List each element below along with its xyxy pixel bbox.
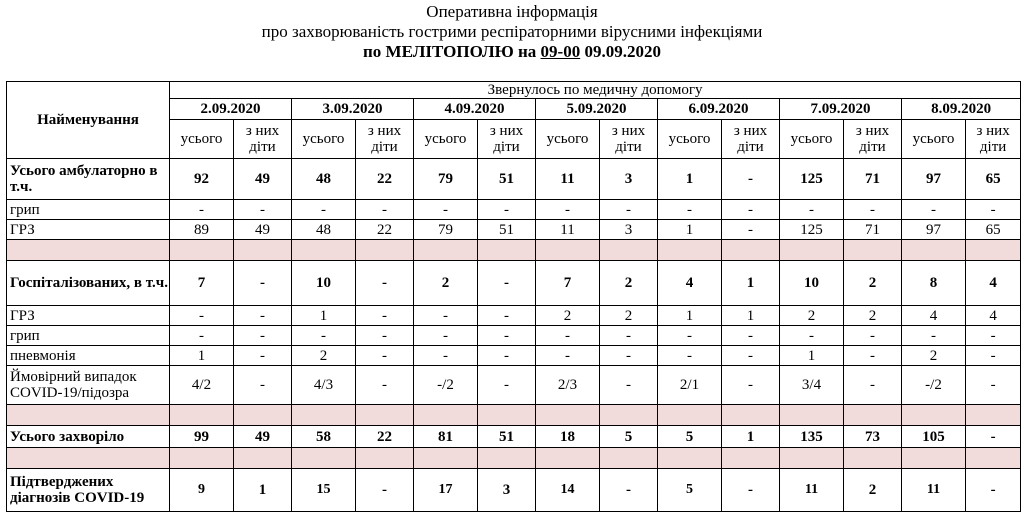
- table-cell: 79: [414, 220, 478, 240]
- table-cell: -: [356, 200, 414, 220]
- separator-cell: [600, 448, 658, 469]
- table-cell: 81: [414, 426, 478, 448]
- separator-cell: [536, 240, 600, 261]
- table-cell: 11: [780, 469, 844, 512]
- separator-cell: [7, 405, 170, 426]
- subheader-total: усього: [536, 120, 600, 159]
- date-header: 4.09.2020: [414, 99, 536, 120]
- separator-cell: [292, 240, 356, 261]
- table-cell: -: [966, 426, 1021, 448]
- report-header: [0, 2, 1024, 62]
- separator-row: [7, 405, 1021, 426]
- table-cell: -: [722, 346, 780, 366]
- table-cell: 11: [902, 469, 966, 512]
- table-cell: 3: [600, 159, 658, 200]
- table-cell: 1: [722, 306, 780, 326]
- table-cell: 92: [170, 159, 234, 200]
- table-cell: 2: [600, 261, 658, 306]
- table-cell: -: [234, 261, 292, 306]
- table-cell: 2/3: [536, 366, 600, 405]
- table-cell: 2: [414, 261, 478, 306]
- table-cell: 10: [292, 261, 356, 306]
- row-label: ГРЗ: [7, 306, 170, 326]
- table-cell: 2: [600, 306, 658, 326]
- table-cell: -: [536, 200, 600, 220]
- table-cell: 58: [292, 426, 356, 448]
- subheader-children: з них діти: [356, 120, 414, 159]
- separator-cell: [414, 448, 478, 469]
- table-cell: 8: [902, 261, 966, 306]
- separator-row: [7, 448, 1021, 469]
- subheader-children: з них діти: [478, 120, 536, 159]
- table-cell: -: [844, 346, 902, 366]
- table-cell: 3: [478, 469, 536, 512]
- separator-cell: [170, 240, 234, 261]
- table-row: [7, 469, 1021, 512]
- table-cell: -: [600, 326, 658, 346]
- table-cell: 4: [966, 306, 1021, 326]
- separator-cell: [478, 405, 536, 426]
- table-cell: -: [600, 366, 658, 405]
- table-cell: 7: [170, 261, 234, 306]
- table-cell: -: [234, 326, 292, 346]
- separator-cell: [414, 240, 478, 261]
- table-cell: 1: [780, 346, 844, 366]
- table-cell: 2: [844, 261, 902, 306]
- date-header: 6.09.2020: [658, 99, 780, 120]
- table-cell: 4: [902, 306, 966, 326]
- table-cell: 49: [234, 426, 292, 448]
- column-header-name: Найменування: [7, 82, 170, 159]
- table-cell: -: [292, 326, 356, 346]
- row-label: Усього амбулаторно в т.ч.: [7, 159, 170, 200]
- table-cell: 89: [170, 220, 234, 240]
- table-cell: -: [234, 200, 292, 220]
- separator-cell: [356, 240, 414, 261]
- separator-cell: [478, 448, 536, 469]
- table-cell: -: [234, 306, 292, 326]
- table-cell: -: [600, 200, 658, 220]
- table-cell: -: [356, 366, 414, 405]
- separator-cell: [844, 405, 902, 426]
- table-cell: -: [966, 366, 1021, 405]
- separator-cell: [966, 240, 1021, 261]
- subheader-children: з них діти: [722, 120, 780, 159]
- header-line-1: Оперативна інформація: [426, 2, 598, 21]
- date-header: 3.09.2020: [292, 99, 414, 120]
- separator-cell: [414, 405, 478, 426]
- table-cell: 135: [780, 426, 844, 448]
- table-row: [7, 200, 1021, 220]
- subheader-total: усього: [414, 120, 478, 159]
- table-cell: -: [478, 200, 536, 220]
- separator-cell: [902, 405, 966, 426]
- table-cell: 105: [902, 426, 966, 448]
- date-header: 7.09.2020: [780, 99, 902, 120]
- table-cell: 1: [658, 159, 722, 200]
- separator-cell: [536, 405, 600, 426]
- separator-cell: [170, 448, 234, 469]
- table-cell: -: [234, 346, 292, 366]
- row-label: ГРЗ: [7, 220, 170, 240]
- date-header: 2.09.2020: [170, 99, 292, 120]
- separator-cell: [966, 448, 1021, 469]
- table-cell: -: [966, 200, 1021, 220]
- table-cell: 5: [600, 426, 658, 448]
- table-cell: 17: [414, 469, 478, 512]
- table-cell: 2: [844, 306, 902, 326]
- table-cell: -: [170, 306, 234, 326]
- subheader-total: усього: [902, 120, 966, 159]
- table-cell: 11: [536, 220, 600, 240]
- table-cell: 5: [658, 426, 722, 448]
- table-row: [7, 326, 1021, 346]
- table-cell: 49: [234, 159, 292, 200]
- table-cell: 15: [292, 469, 356, 512]
- separator-cell: [780, 448, 844, 469]
- separator-cell: [722, 448, 780, 469]
- table-cell: -: [292, 200, 356, 220]
- table-cell: 73: [844, 426, 902, 448]
- table-cell: 99: [170, 426, 234, 448]
- row-label: Підтверджених діагнозів COVID-19: [7, 469, 170, 512]
- table-cell: 51: [478, 426, 536, 448]
- morbidity-table: [6, 81, 1021, 512]
- table-row: [7, 426, 1021, 448]
- separator-cell: [722, 240, 780, 261]
- table-cell: -: [844, 326, 902, 346]
- separator-cell: [234, 405, 292, 426]
- table-cell: 22: [356, 426, 414, 448]
- table-cell: 4/2: [170, 366, 234, 405]
- subheader-children: з них діти: [234, 120, 292, 159]
- separator-cell: [780, 240, 844, 261]
- separator-cell: [780, 405, 844, 426]
- table-cell: -: [356, 326, 414, 346]
- header-line-3: [0, 42, 1024, 62]
- separator-cell: [292, 405, 356, 426]
- table-cell: 125: [780, 159, 844, 200]
- row-label: пневмонія: [7, 346, 170, 366]
- separator-cell: [844, 448, 902, 469]
- separator-cell: [7, 240, 170, 261]
- table-cell: -: [902, 200, 966, 220]
- table-cell: -: [658, 326, 722, 346]
- table-cell: -: [966, 346, 1021, 366]
- table-cell: 7: [536, 261, 600, 306]
- separator-cell: [844, 240, 902, 261]
- date-header: 5.09.2020: [536, 99, 658, 120]
- row-label: грип: [7, 326, 170, 346]
- table-cell: 2: [844, 469, 902, 512]
- table-row: [7, 261, 1021, 306]
- row-label: Госпіталізованих, в т.ч.: [7, 261, 170, 306]
- table-cell: 1: [292, 306, 356, 326]
- table-cell: 14: [536, 469, 600, 512]
- table-cell: -: [414, 306, 478, 326]
- table-cell: -: [600, 469, 658, 512]
- header-line-2: про захворюваність гострими респіраторними вірусними інфекціями: [261, 22, 763, 41]
- table-cell: -: [536, 346, 600, 366]
- subheader-total: усього: [780, 120, 844, 159]
- subheader-total: усього: [170, 120, 234, 159]
- table-cell: -: [722, 366, 780, 405]
- table-cell: -: [414, 346, 478, 366]
- table-cell: 2: [902, 346, 966, 366]
- date-header: 8.09.2020: [902, 99, 1021, 120]
- header-date: 09.09.2020: [584, 42, 661, 61]
- separator-cell: [170, 405, 234, 426]
- row-label: грип: [7, 200, 170, 220]
- table-cell: -: [600, 346, 658, 366]
- table-cell: 18: [536, 426, 600, 448]
- separator-cell: [234, 448, 292, 469]
- table-cell: -: [902, 326, 966, 346]
- table-cell: 71: [844, 159, 902, 200]
- table-cell: -: [722, 200, 780, 220]
- table-cell: 9: [170, 469, 234, 512]
- table-cell: -: [478, 261, 536, 306]
- row-label: Ймовірний випадок COVID-19/підозра: [7, 366, 170, 405]
- separator-row: [7, 240, 1021, 261]
- separator-cell: [902, 240, 966, 261]
- table-cell: 22: [356, 220, 414, 240]
- separator-cell: [600, 240, 658, 261]
- table-cell: -: [844, 200, 902, 220]
- table-cell: -: [414, 326, 478, 346]
- table-cell: 11: [536, 159, 600, 200]
- separator-cell: [966, 405, 1021, 426]
- table-cell: 97: [902, 159, 966, 200]
- table-cell: -: [356, 469, 414, 512]
- table-cell: -: [478, 326, 536, 346]
- table-cell: -: [356, 306, 414, 326]
- table-cell: -: [478, 346, 536, 366]
- separator-cell: [722, 405, 780, 426]
- table-cell: 49: [234, 220, 292, 240]
- table-cell: -: [722, 326, 780, 346]
- table-cell: 1: [170, 346, 234, 366]
- table-cell: 97: [902, 220, 966, 240]
- table-cell: -: [414, 200, 478, 220]
- table-cell: -: [966, 469, 1021, 512]
- table-cell: 4: [658, 261, 722, 306]
- table-cell: -: [170, 326, 234, 346]
- table-cell: 10: [780, 261, 844, 306]
- table-row: [7, 366, 1021, 405]
- table-cell: 48: [292, 220, 356, 240]
- table-cell: 1: [658, 220, 722, 240]
- separator-cell: [356, 405, 414, 426]
- separator-cell: [356, 448, 414, 469]
- separator-cell: [902, 448, 966, 469]
- table-cell: -/2: [902, 366, 966, 405]
- separator-cell: [292, 448, 356, 469]
- table-cell: 2: [292, 346, 356, 366]
- header-line-3-prefix: по МЕЛІТОПОЛЮ на: [363, 42, 537, 61]
- table-row: [7, 346, 1021, 366]
- separator-cell: [600, 405, 658, 426]
- table-cell: -: [722, 220, 780, 240]
- separator-cell: [7, 448, 170, 469]
- table-cell: -/2: [414, 366, 478, 405]
- table-cell: 65: [966, 220, 1021, 240]
- table-cell: -: [658, 200, 722, 220]
- table-cell: 4/3: [292, 366, 356, 405]
- table-cell: 51: [478, 159, 536, 200]
- separator-cell: [658, 240, 722, 261]
- table-cell: -: [658, 346, 722, 366]
- column-group-header: Звернулось по медичну допомогу: [170, 82, 1021, 99]
- table-cell: -: [356, 346, 414, 366]
- table-cell: 5: [658, 469, 722, 512]
- table-cell: -: [234, 366, 292, 405]
- table-cell: 2/1: [658, 366, 722, 405]
- table-cell: 71: [844, 220, 902, 240]
- table-row: [7, 220, 1021, 240]
- table-cell: -: [170, 200, 234, 220]
- subheader-total: усього: [658, 120, 722, 159]
- table-cell: 1: [234, 469, 292, 512]
- subheader-children: з них діти: [844, 120, 902, 159]
- table-cell: -: [356, 261, 414, 306]
- subheader-total: усього: [292, 120, 356, 159]
- table-cell: 3: [600, 220, 658, 240]
- table-cell: 65: [966, 159, 1021, 200]
- table-cell: -: [966, 326, 1021, 346]
- subheader-children: з них діти: [966, 120, 1021, 159]
- separator-cell: [234, 240, 292, 261]
- table-row: [7, 306, 1021, 326]
- table-cell: -: [478, 366, 536, 405]
- separator-cell: [658, 448, 722, 469]
- table-row: [7, 159, 1021, 200]
- separator-cell: [536, 448, 600, 469]
- table-cell: -: [844, 366, 902, 405]
- table-cell: 22: [356, 159, 414, 200]
- table-cell: -: [722, 469, 780, 512]
- table-cell: 51: [478, 220, 536, 240]
- table-cell: 1: [658, 306, 722, 326]
- table-cell: -: [536, 326, 600, 346]
- row-label: Усього захворіло: [7, 426, 170, 448]
- table-cell: 2: [536, 306, 600, 326]
- table-cell: -: [722, 159, 780, 200]
- table-cell: 48: [292, 159, 356, 200]
- table-cell: 125: [780, 220, 844, 240]
- table-cell: -: [780, 326, 844, 346]
- table-cell: 4: [966, 261, 1021, 306]
- table-cell: 79: [414, 159, 478, 200]
- separator-cell: [658, 405, 722, 426]
- table-cell: 1: [722, 426, 780, 448]
- table-cell: 1: [722, 261, 780, 306]
- table-cell: -: [478, 306, 536, 326]
- subheader-children: з них діти: [600, 120, 658, 159]
- header-time: 09-00: [540, 42, 581, 61]
- table-cell: -: [780, 200, 844, 220]
- separator-cell: [478, 240, 536, 261]
- table-cell: 2: [780, 306, 844, 326]
- table-cell: 3/4: [780, 366, 844, 405]
